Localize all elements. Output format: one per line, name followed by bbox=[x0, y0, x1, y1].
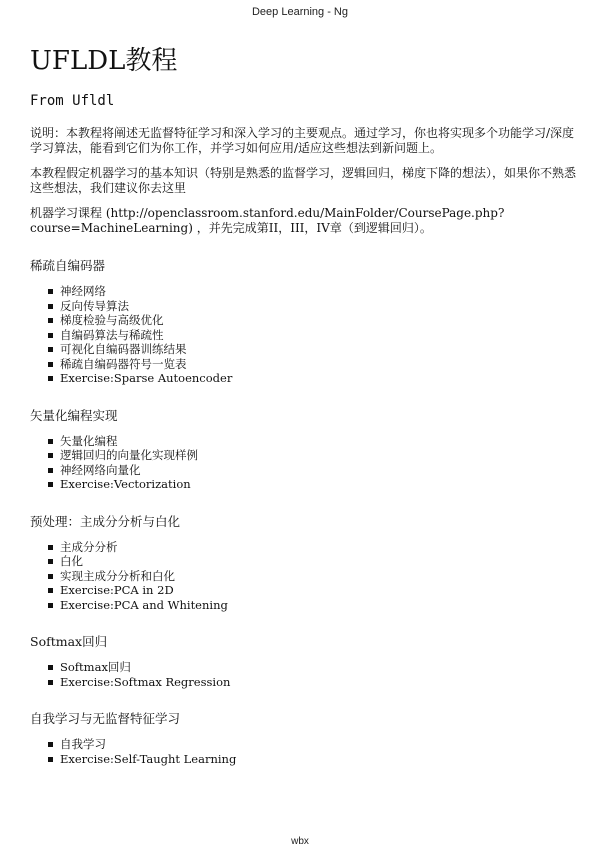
topic-link[interactable]: Exercise:Vectorization bbox=[60, 477, 191, 491]
topic-item[interactable] bbox=[48, 554, 580, 569]
square-bullet-icon bbox=[48, 603, 53, 608]
square-bullet-icon bbox=[48, 376, 53, 381]
square-bullet-icon bbox=[48, 439, 53, 444]
topic-link[interactable]: Exercise:Self-Taught Learning bbox=[60, 751, 237, 766]
square-bullet-icon bbox=[48, 289, 53, 294]
topic-link[interactable]: Softmax回归 bbox=[60, 660, 131, 674]
topic-item[interactable] bbox=[48, 598, 580, 613]
intro-paragraph: 说明：本教程将阐述无监督特征学习和深入学习的主要观点。通过学习，你也将实现多个功能学习/深度学习算法，能看到它们为你工作，并学习如何应用/适应这些想法到新问题上。 bbox=[30, 126, 575, 155]
topic-item[interactable] bbox=[48, 540, 580, 555]
square-bullet-icon bbox=[48, 453, 53, 458]
topic-item[interactable] bbox=[48, 328, 580, 343]
topic-link[interactable]: 梯度检验与高级优化 bbox=[60, 313, 164, 327]
topic-item[interactable] bbox=[48, 313, 580, 328]
topic-item[interactable] bbox=[48, 284, 580, 299]
topic-link[interactable]: Exercise:Softmax Regression bbox=[60, 674, 231, 689]
topic-item[interactable] bbox=[48, 583, 580, 598]
topic-list bbox=[30, 434, 580, 492]
square-bullet-icon bbox=[48, 333, 53, 338]
square-bullet-icon bbox=[48, 665, 53, 670]
topic-link[interactable]: 自我学习 bbox=[60, 737, 106, 751]
topic-item[interactable] bbox=[48, 660, 580, 675]
topic-list bbox=[30, 540, 580, 613]
square-bullet-icon bbox=[48, 757, 53, 762]
section-title: 预处理：主成分分析与白化 bbox=[30, 513, 181, 529]
topic-link[interactable]: 反向传导算法 bbox=[60, 298, 129, 313]
square-bullet-icon bbox=[48, 545, 53, 550]
document-body bbox=[30, 44, 580, 766]
topic-list bbox=[30, 284, 580, 386]
course-link-paragraph[interactable]: 机器学习课程 (http://openclassroom.stanford.edu/MainFolder/CoursePage.php?course=MachineLearning) ，并先完成第II，III，IV章（到逻辑回归）。 bbox=[30, 206, 505, 235]
topic-item[interactable] bbox=[48, 675, 580, 690]
page-subtitle: From Ufldl bbox=[30, 93, 115, 109]
topic-link[interactable]: 逻辑回归的向量化实现样例 bbox=[60, 448, 198, 462]
topic-item[interactable] bbox=[48, 752, 580, 767]
topic-item[interactable] bbox=[48, 737, 580, 752]
topic-link[interactable]: Exercise:Sparse Autoencoder bbox=[60, 371, 233, 385]
topic-item[interactable] bbox=[48, 299, 580, 314]
section-title: 自我学习与无监督特征学习 bbox=[30, 711, 181, 726]
topic-link[interactable]: 实现主成分分析和白化 bbox=[60, 568, 175, 583]
square-bullet-icon bbox=[48, 347, 53, 352]
topic-list bbox=[30, 660, 580, 689]
topic-link[interactable]: 神经网络向量化 bbox=[60, 462, 141, 477]
square-bullet-icon bbox=[48, 468, 53, 473]
topic-link[interactable]: 可视化自编码器训练结果 bbox=[60, 342, 187, 356]
topic-item[interactable] bbox=[48, 371, 580, 386]
page-title: UFLDL教程 bbox=[30, 46, 178, 76]
topic-link[interactable]: 稀疏自编码器符号一览表 bbox=[60, 356, 187, 371]
topic-item[interactable] bbox=[48, 357, 580, 372]
topic-list bbox=[30, 737, 580, 766]
square-bullet-icon bbox=[48, 742, 53, 747]
square-bullet-icon bbox=[48, 304, 53, 309]
prerequisite-paragraph: 本教程假定机器学习的基本知识（特别是熟悉的监督学习，逻辑回归，梯度下降的想法），如果你不熟悉这些想法，我们建议你去这里 bbox=[30, 166, 577, 195]
running-footer: wbx bbox=[291, 836, 309, 847]
topic-item[interactable] bbox=[48, 569, 580, 584]
section-title: Softmax回归 bbox=[30, 634, 108, 649]
topic-link[interactable]: 矢量化编程 bbox=[60, 433, 118, 448]
square-bullet-icon bbox=[48, 559, 53, 564]
topic-item[interactable] bbox=[48, 477, 580, 492]
section-title: 矢量化编程实现 bbox=[30, 407, 118, 423]
topic-link[interactable]: 白化 bbox=[60, 554, 83, 568]
square-bullet-icon bbox=[48, 680, 53, 685]
topic-link[interactable]: Exercise:PCA and Whitening bbox=[60, 597, 228, 612]
topic-link[interactable]: 神经网络 bbox=[60, 284, 106, 298]
square-bullet-icon bbox=[48, 482, 53, 487]
topic-item[interactable] bbox=[48, 448, 580, 463]
section-title: 稀疏自编码器 bbox=[30, 258, 106, 273]
running-header: Deep Learning - Ng bbox=[251, 6, 348, 18]
square-bullet-icon bbox=[48, 318, 53, 323]
topic-link[interactable]: Exercise:PCA in 2D bbox=[60, 583, 174, 597]
topic-link[interactable]: 自编码算法与稀疏性 bbox=[60, 327, 164, 342]
topic-item[interactable] bbox=[48, 434, 580, 449]
square-bullet-icon bbox=[48, 588, 53, 593]
square-bullet-icon bbox=[48, 362, 53, 367]
topic-link[interactable]: 主成分分析 bbox=[60, 539, 118, 554]
topic-item[interactable] bbox=[48, 463, 580, 478]
square-bullet-icon bbox=[48, 574, 53, 579]
topic-item[interactable] bbox=[48, 342, 580, 357]
